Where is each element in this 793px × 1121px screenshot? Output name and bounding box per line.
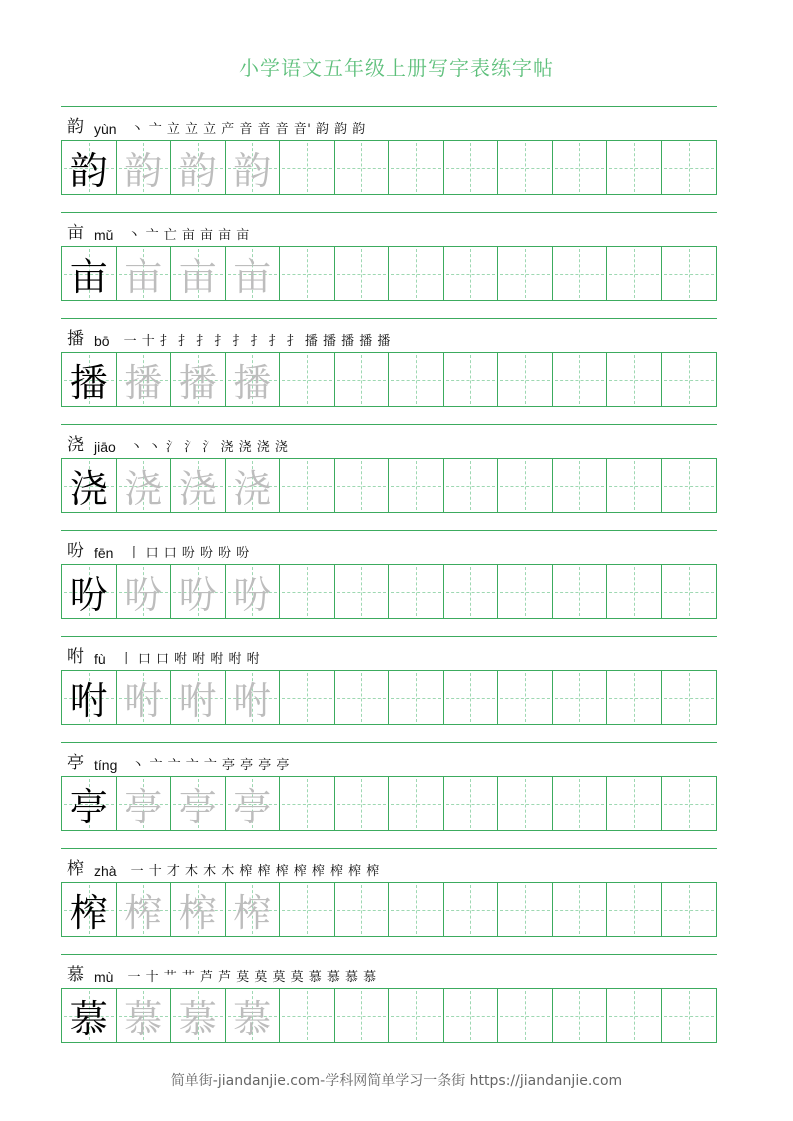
grid-cell bbox=[226, 459, 281, 512]
grid-cell bbox=[498, 883, 553, 936]
stroke-order: 丨 口 口 咐 咐 咐 咐 咐 bbox=[119, 652, 261, 667]
grid-cell bbox=[607, 353, 662, 406]
grid-cell bbox=[117, 565, 172, 618]
grid-cell bbox=[553, 459, 608, 512]
grid-cell bbox=[280, 247, 335, 300]
row-header bbox=[61, 319, 717, 352]
grid-cell bbox=[226, 565, 281, 618]
grid-cell bbox=[498, 141, 553, 194]
trace-character: 吩 bbox=[233, 573, 272, 617]
grid-cell bbox=[389, 353, 444, 406]
grid-cell bbox=[553, 141, 608, 194]
row-header bbox=[61, 425, 717, 458]
row-header bbox=[61, 955, 717, 988]
grid-cell bbox=[498, 353, 553, 406]
trace-character: 韵 bbox=[233, 149, 272, 193]
grid-cell bbox=[553, 989, 608, 1042]
grid-cell bbox=[498, 459, 553, 512]
grid-cell bbox=[117, 883, 172, 936]
grid-cell bbox=[498, 989, 553, 1042]
trace-character: 慕 bbox=[178, 997, 217, 1041]
grid-cell bbox=[553, 777, 608, 830]
practice-row bbox=[61, 742, 717, 848]
grid-cell bbox=[62, 353, 117, 406]
grid-cell bbox=[226, 671, 281, 724]
grid-cell bbox=[662, 459, 717, 512]
writing-grid bbox=[61, 246, 717, 301]
grid-cell bbox=[62, 883, 117, 936]
grid-cell bbox=[226, 353, 281, 406]
model-character: 亭 bbox=[69, 785, 108, 829]
grid-cell bbox=[226, 777, 281, 830]
grid-cell bbox=[662, 247, 717, 300]
grid-cell bbox=[171, 565, 226, 618]
trace-character: 榨 bbox=[178, 891, 217, 935]
trace-character: 榨 bbox=[233, 891, 272, 935]
trace-character: 亭 bbox=[124, 785, 163, 829]
pinyin: bō bbox=[94, 333, 110, 349]
grid-cell bbox=[117, 141, 172, 194]
writing-grid bbox=[61, 882, 717, 937]
stroke-order: 一 十 艹 艹 芦 芦 莫 莫 莫 莫 慕 慕 慕 慕 bbox=[127, 970, 377, 985]
pinyin: yùn bbox=[94, 121, 117, 137]
writing-grid bbox=[61, 988, 717, 1043]
grid-cell bbox=[335, 353, 390, 406]
model-character: 浇 bbox=[69, 467, 108, 511]
pinyin: fēn bbox=[94, 545, 114, 561]
header-character: 慕 bbox=[67, 965, 84, 985]
trace-character: 慕 bbox=[124, 997, 163, 1041]
grid-cell bbox=[335, 565, 390, 618]
grid-cell bbox=[226, 141, 281, 194]
practice-row bbox=[61, 636, 717, 742]
model-character: 亩 bbox=[69, 255, 108, 299]
grid-cell bbox=[171, 353, 226, 406]
trace-character: 咐 bbox=[178, 679, 217, 723]
trace-character: 韵 bbox=[178, 149, 217, 193]
trace-character: 亩 bbox=[124, 255, 163, 299]
writing-grid bbox=[61, 458, 717, 513]
grid-cell bbox=[553, 247, 608, 300]
grid-cell bbox=[280, 353, 335, 406]
grid-cell bbox=[335, 459, 390, 512]
grid-cell bbox=[607, 883, 662, 936]
writing-grid bbox=[61, 564, 717, 619]
grid-cell bbox=[389, 247, 444, 300]
grid-cell bbox=[444, 777, 499, 830]
grid-cell bbox=[171, 459, 226, 512]
grid-cell bbox=[171, 247, 226, 300]
grid-cell bbox=[662, 671, 717, 724]
row-header bbox=[61, 531, 717, 564]
practice-row bbox=[61, 424, 717, 530]
grid-cell bbox=[498, 777, 553, 830]
grid-cell bbox=[607, 989, 662, 1042]
trace-character: 播 bbox=[124, 361, 163, 405]
grid-cell bbox=[662, 353, 717, 406]
grid-cell bbox=[171, 883, 226, 936]
trace-character: 浇 bbox=[233, 467, 272, 511]
grid-cell bbox=[444, 459, 499, 512]
trace-character: 播 bbox=[233, 361, 272, 405]
row-header bbox=[61, 743, 717, 776]
model-character: 慕 bbox=[69, 997, 108, 1041]
trace-character: 慕 bbox=[233, 997, 272, 1041]
trace-character: 吩 bbox=[124, 573, 163, 617]
grid-cell bbox=[335, 777, 390, 830]
trace-character: 亩 bbox=[178, 255, 217, 299]
practice-row bbox=[61, 954, 717, 1060]
grid-cell bbox=[662, 883, 717, 936]
practice-row bbox=[61, 530, 717, 636]
row-header bbox=[61, 849, 717, 882]
grid-cell bbox=[117, 353, 172, 406]
grid-cell bbox=[335, 141, 390, 194]
grid-cell bbox=[553, 671, 608, 724]
stroke-order: 丶 亠 立 立 立 产 音 音 音 音' 韵 韵 韵 bbox=[130, 122, 366, 137]
grid-cell bbox=[553, 353, 608, 406]
trace-character: 亭 bbox=[178, 785, 217, 829]
stroke-order: 丨 口 口 吩 吩 吩 吩 bbox=[127, 546, 250, 561]
grid-cell bbox=[335, 671, 390, 724]
practice-row bbox=[61, 848, 717, 954]
trace-character: 咐 bbox=[124, 679, 163, 723]
grid-cell bbox=[226, 883, 281, 936]
pinyin: mù bbox=[94, 969, 114, 985]
grid-cell bbox=[62, 671, 117, 724]
grid-cell bbox=[280, 777, 335, 830]
trace-character: 浇 bbox=[124, 467, 163, 511]
grid-cell bbox=[171, 141, 226, 194]
grid-cell bbox=[62, 989, 117, 1042]
grid-cell bbox=[335, 989, 390, 1042]
trace-character: 亭 bbox=[233, 785, 272, 829]
header-character: 亭 bbox=[67, 753, 84, 773]
grid-cell bbox=[335, 247, 390, 300]
header-character: 播 bbox=[67, 329, 84, 349]
model-character: 吩 bbox=[69, 573, 108, 617]
grid-cell bbox=[662, 141, 717, 194]
writing-grid bbox=[61, 776, 717, 831]
grid-cell bbox=[280, 565, 335, 618]
trace-character: 浇 bbox=[178, 467, 217, 511]
trace-character: 咐 bbox=[233, 679, 272, 723]
grid-cell bbox=[444, 247, 499, 300]
grid-cell bbox=[62, 247, 117, 300]
model-character: 咐 bbox=[69, 679, 108, 723]
pinyin: fù bbox=[94, 651, 106, 667]
grid-cell bbox=[171, 989, 226, 1042]
grid-cell bbox=[607, 141, 662, 194]
stroke-order: 丶 亠 亠 亠 亠 亭 亭 亭 亭 bbox=[131, 758, 290, 773]
practice-row bbox=[61, 106, 717, 212]
grid-cell bbox=[607, 565, 662, 618]
writing-grid bbox=[61, 670, 717, 725]
header-character: 榨 bbox=[67, 859, 84, 879]
page-title: 小学语文五年级上册写字表练字帖 bbox=[239, 56, 554, 80]
grid-cell bbox=[117, 247, 172, 300]
stroke-order: 丶 丶 氵 氵 氵 浇 浇 浇 浇 bbox=[129, 440, 289, 455]
grid-cell bbox=[444, 141, 499, 194]
grid-cell bbox=[389, 989, 444, 1042]
model-character: 韵 bbox=[69, 149, 108, 193]
grid-cell bbox=[444, 565, 499, 618]
row-header bbox=[61, 637, 717, 670]
grid-cell bbox=[498, 247, 553, 300]
grid-cell bbox=[444, 353, 499, 406]
pinyin: mǔ bbox=[94, 227, 114, 243]
grid-cell bbox=[335, 883, 390, 936]
grid-cell bbox=[607, 459, 662, 512]
grid-cell bbox=[389, 671, 444, 724]
trace-character: 亩 bbox=[233, 255, 272, 299]
stroke-order: 一 十 扌 扌 扌 扌 扌 扌 扌 扌 播 播 播 播 播 bbox=[123, 334, 391, 349]
grid-cell bbox=[607, 247, 662, 300]
grid-cell bbox=[62, 777, 117, 830]
page-footer: 简单街-jiandanjie.com-学科网简单学习一条街 https://jiandanjie.com bbox=[170, 1073, 623, 1089]
grid-cell bbox=[662, 777, 717, 830]
grid-cell bbox=[389, 459, 444, 512]
grid-cell bbox=[553, 883, 608, 936]
grid-cell bbox=[607, 777, 662, 830]
grid-cell bbox=[389, 883, 444, 936]
row-header bbox=[61, 107, 717, 140]
trace-character: 韵 bbox=[124, 149, 163, 193]
grid-cell bbox=[171, 671, 226, 724]
pinyin: tíng bbox=[94, 757, 118, 773]
grid-cell bbox=[607, 671, 662, 724]
practice-rows bbox=[61, 106, 717, 1060]
grid-cell bbox=[171, 777, 226, 830]
header-character: 吩 bbox=[67, 541, 84, 561]
trace-character: 吩 bbox=[178, 573, 217, 617]
grid-cell bbox=[62, 141, 117, 194]
stroke-order: 一 十 才 木 木 木 榨 榨 榨 榨 榨 榨 榨 榨 bbox=[130, 864, 380, 879]
grid-cell bbox=[444, 671, 499, 724]
model-character: 播 bbox=[69, 361, 108, 405]
header-character: 咐 bbox=[67, 647, 84, 667]
grid-cell bbox=[553, 565, 608, 618]
model-character: 榨 bbox=[69, 891, 108, 935]
grid-cell bbox=[117, 989, 172, 1042]
writing-grid bbox=[61, 352, 717, 407]
grid-cell bbox=[280, 883, 335, 936]
trace-character: 榨 bbox=[124, 891, 163, 935]
stroke-order: 丶 亠 亡 亩 亩 亩 亩 bbox=[127, 228, 250, 243]
grid-cell bbox=[117, 777, 172, 830]
practice-row bbox=[61, 212, 717, 318]
grid-cell bbox=[389, 565, 444, 618]
grid-cell bbox=[444, 883, 499, 936]
grid-cell bbox=[498, 671, 553, 724]
pinyin: zhà bbox=[94, 863, 117, 879]
grid-cell bbox=[662, 565, 717, 618]
grid-cell bbox=[280, 989, 335, 1042]
grid-cell bbox=[117, 459, 172, 512]
grid-cell bbox=[389, 141, 444, 194]
grid-cell bbox=[498, 565, 553, 618]
row-header bbox=[61, 213, 717, 246]
grid-cell bbox=[280, 459, 335, 512]
grid-cell bbox=[280, 141, 335, 194]
header-character: 浇 bbox=[67, 435, 84, 455]
writing-grid bbox=[61, 140, 717, 195]
grid-cell bbox=[444, 989, 499, 1042]
grid-cell bbox=[226, 989, 281, 1042]
practice-row bbox=[61, 318, 717, 424]
grid-cell bbox=[662, 989, 717, 1042]
grid-cell bbox=[62, 459, 117, 512]
trace-character: 播 bbox=[178, 361, 217, 405]
grid-cell bbox=[62, 565, 117, 618]
header-character: 亩 bbox=[67, 223, 84, 243]
header-character: 韵 bbox=[67, 117, 84, 137]
grid-cell bbox=[226, 247, 281, 300]
pinyin: jiāo bbox=[94, 439, 116, 455]
grid-cell bbox=[280, 671, 335, 724]
grid-cell bbox=[117, 671, 172, 724]
grid-cell bbox=[389, 777, 444, 830]
